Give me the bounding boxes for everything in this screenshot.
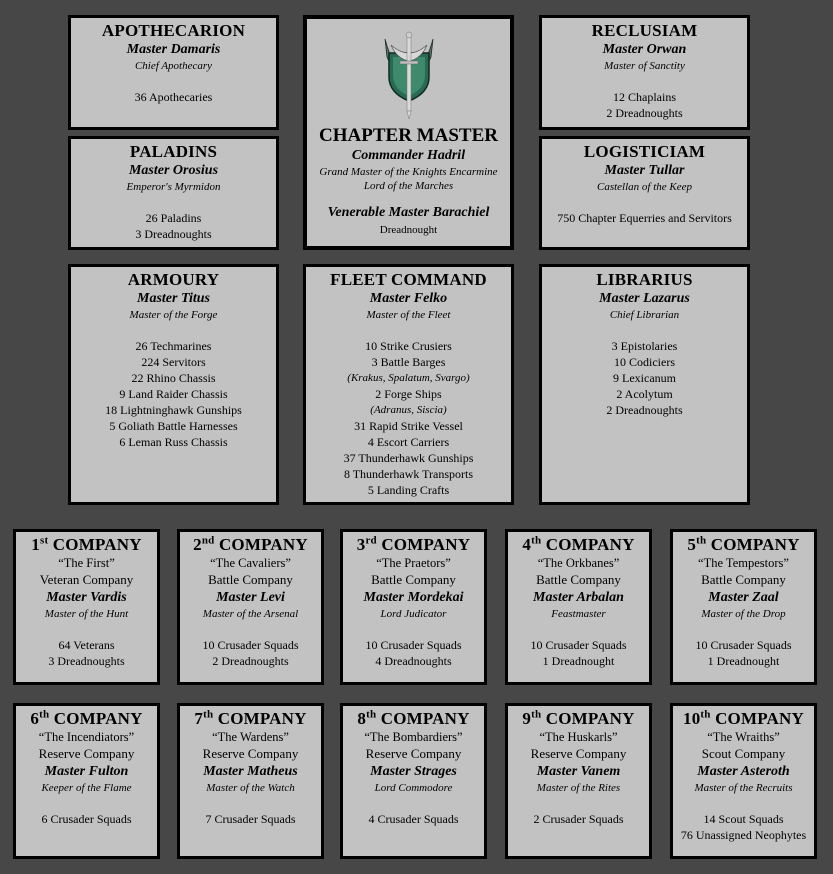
master-role: Master of the Fleet [366, 309, 451, 321]
company-title [16, 535, 157, 554]
unit-line: 4 Escort Carriers [367, 435, 450, 449]
company-title [180, 709, 321, 728]
master-name: Master Zaal [708, 590, 779, 605]
department-title: FLEET COMMAND [330, 270, 487, 289]
unit-line: 3 Dreadnoughts [48, 654, 125, 668]
unit-line: 64 Veterans [58, 638, 115, 652]
company-nickname: “The Orkbanes” [537, 556, 620, 570]
company-number: 9 [522, 709, 532, 728]
unit-line: 2 Dreadnoughts [606, 106, 683, 120]
company-word: COMPANY [218, 535, 308, 554]
department-title: LIBRARIUS [596, 270, 693, 289]
master-name: Commander Hadril [351, 148, 466, 163]
company-number: 5 [687, 535, 697, 554]
master-role: Castellan of the Keep [596, 181, 692, 193]
company-word: COMPANY [545, 535, 635, 554]
company-box-6 [13, 703, 160, 859]
company-type: Reserve Company [202, 746, 299, 761]
master-name: Master Levi [216, 590, 285, 605]
company-units [508, 811, 649, 827]
master-role: Lord Commodore [374, 782, 453, 794]
unit-line: (Krakus, Spalatum, Svargo) [347, 372, 470, 384]
company-ordinal-suffix: th [203, 708, 214, 721]
company-units [673, 811, 814, 843]
unit-line: 1 Dreadnought [707, 654, 780, 668]
second-master-role: Dreadnought [379, 224, 438, 236]
company-box-3 [340, 529, 487, 685]
company-type: Veteran Company [39, 572, 134, 587]
company-number: 7 [194, 709, 204, 728]
master-role: Grand Master of the Knights Encarmine [319, 166, 498, 178]
company-ordinal-suffix: th [531, 708, 542, 721]
company-units [508, 637, 649, 669]
company-nickname: “The Bombardiers” [364, 730, 463, 744]
company-type: Battle Company [701, 572, 786, 587]
master-name: Master Damaris [126, 42, 221, 57]
master-role: Master of the Arsenal [202, 608, 299, 620]
unit-line: 3 Epistolaries [611, 339, 678, 353]
unit-line: 7 Crusader Squads [205, 812, 296, 826]
master-name: Master Orwan [602, 42, 687, 57]
master-name: Master Orosius [128, 163, 219, 178]
unit-line: 224 Servitors [141, 355, 206, 369]
company-title [343, 709, 484, 728]
unit-line: 12 Chaplains [613, 90, 676, 104]
company-units [180, 811, 321, 827]
company-title [508, 709, 649, 728]
company-box-8 [340, 703, 487, 859]
master-role: Master of the Watch [206, 782, 295, 794]
company-number: 3 [356, 535, 366, 554]
company-units [343, 811, 484, 827]
company-number: 8 [357, 709, 367, 728]
unit-line: 4 Crusader Squads [368, 812, 459, 826]
librarius-box [539, 264, 750, 505]
unit-line: 31 Rapid Strike Vessel [354, 419, 463, 433]
company-title [508, 535, 649, 554]
company-word: COMPANY [217, 709, 307, 728]
department-title: LOGISTICIAM [583, 142, 706, 161]
company-nickname: “The Wraiths” [707, 730, 780, 744]
master-role: Master of the Hunt [44, 608, 129, 620]
master-role: Lord of the Marches [363, 180, 454, 192]
unit-line: 9 Land Raider Chassis [119, 387, 228, 401]
winged-sword-emblem-icon [381, 31, 437, 123]
company-box-2 [177, 529, 324, 685]
company-title [180, 535, 321, 554]
unit-line: 2 Crusader Squads [533, 812, 624, 826]
company-units [673, 637, 814, 669]
company-nickname: “The Cavaliers” [210, 556, 291, 570]
company-type: Reserve Company [365, 746, 462, 761]
company-word: COMPANY [381, 535, 471, 554]
company-type: Battle Company [208, 572, 293, 587]
unit-line: 14 Scout Squads [703, 812, 784, 826]
master-name: Master Vanem [536, 764, 621, 779]
company-number: 6 [30, 709, 40, 728]
master-role: Master of the Drop [701, 608, 786, 620]
department-title: RECLUSIAM [591, 21, 698, 40]
master-name: Master Strages [370, 764, 457, 779]
company-box-9 [505, 703, 652, 859]
unit-line: 8 Thunderhawk Transports [343, 467, 474, 481]
unit-line: 37 Thunderhawk Gunships [343, 451, 474, 465]
company-title [673, 535, 814, 554]
paladins-box [68, 136, 279, 250]
company-number: 4 [522, 535, 532, 554]
company-box-1 [13, 529, 160, 685]
chapter-master-title: CHAPTER MASTER [319, 125, 498, 146]
master-name: Master Matheus [203, 764, 298, 779]
unit-line: 2 Acolytum [616, 387, 673, 401]
company-box-10 [670, 703, 817, 859]
company-title [343, 535, 484, 554]
company-title [673, 709, 814, 728]
unit-line: 10 Crusader Squads [695, 638, 792, 652]
company-number: 2 [193, 535, 202, 554]
master-role: Master of Sanctity [604, 60, 685, 72]
company-type: Scout Company [701, 746, 786, 761]
unit-line: 9 Lexicanum [613, 371, 676, 385]
unit-line: 10 Crusader Squads [365, 638, 462, 652]
unit-line: 76 Unassigned Neophytes [680, 828, 807, 842]
unit-line: 22 Rhino Chassis [131, 371, 216, 385]
unit-line: 2 Dreadnoughts [212, 654, 289, 668]
company-nickname: “The Praetors” [376, 556, 451, 570]
company-word: COMPANY [53, 709, 143, 728]
company-ordinal-suffix: th [366, 708, 377, 721]
reclusiam-box [539, 15, 750, 130]
company-box-7 [177, 703, 324, 859]
master-role: Master of the Rites [536, 782, 621, 794]
master-name: Master Vardis [46, 590, 127, 605]
company-ordinal-suffix: nd [201, 534, 215, 547]
fleet-command-box [303, 264, 514, 505]
chapter-master-box [303, 15, 514, 250]
company-ordinal-suffix: rd [365, 534, 377, 547]
company-units [180, 637, 321, 669]
master-name: Master Asteroth [697, 764, 790, 779]
company-ordinal-suffix: th [531, 534, 542, 547]
unit-line: 26 Techmarines [135, 339, 212, 353]
armoury-box [68, 264, 279, 505]
master-name: Master Tullar [604, 163, 685, 178]
company-units [343, 637, 484, 669]
company-word: COMPANY [710, 535, 800, 554]
department-title: ARMOURY [127, 270, 220, 289]
master-name: Master Felko [369, 291, 448, 306]
department-title: PALADINS [129, 142, 218, 161]
company-word: COMPANY [380, 709, 470, 728]
master-role: Master of the Recruits [694, 782, 793, 794]
master-role: Feastmaster [551, 608, 606, 620]
unit-line: 26 Paladins [145, 211, 202, 225]
master-name: Master Titus [137, 291, 210, 306]
company-number: 10 [683, 709, 701, 728]
master-name: Master Fulton [44, 764, 129, 779]
master-name: Master Mordekai [363, 590, 464, 605]
unit-line: 10 Strike Crusiers [365, 339, 452, 353]
company-ordinal-suffix: th [700, 708, 711, 721]
unit-line: 6 Crusader Squads [41, 812, 132, 826]
apothecarion-box [68, 15, 279, 130]
unit-line: 4 Dreadnoughts [375, 654, 452, 668]
company-type: Reserve Company [530, 746, 627, 761]
master-role: Chief Librarian [609, 309, 680, 321]
unit-line: 5 Goliath Battle Harnesses [109, 419, 238, 433]
unit-line: 2 Dreadnoughts [606, 403, 683, 417]
company-type: Battle Company [536, 572, 621, 587]
company-ordinal-suffix: th [696, 534, 707, 547]
master-role: Lord Judicator [380, 608, 447, 620]
unit-line: 10 Crusader Squads [530, 638, 627, 652]
company-ordinal-suffix: st [39, 534, 49, 547]
unit-line: 1 Dreadnought [542, 654, 615, 668]
company-type: Battle Company [371, 572, 456, 587]
master-role: Keeper of the Flame [41, 782, 132, 794]
company-units [16, 811, 157, 827]
unit-line: 3 Dreadnoughts [135, 227, 212, 241]
company-title [16, 709, 157, 728]
company-word: COMPANY [52, 535, 142, 554]
company-nickname: “The Tempestors” [698, 556, 789, 570]
master-role: Emperor's Myrmidon [126, 181, 221, 193]
department-title: APOTHECARION [101, 21, 246, 40]
master-role: Master of the Forge [129, 309, 218, 321]
unit-line: 5 Landing Crafts [367, 483, 450, 497]
unit-line: 6 Leman Russ Chassis [119, 435, 228, 449]
unit-line: 36 Apothecaries [134, 90, 213, 104]
unit-line: 10 Codiciers [614, 355, 675, 369]
company-word: COMPANY [715, 709, 804, 728]
unit-line: 18 Lightninghawk Gunships [105, 403, 242, 417]
unit-line: 10 Crusader Squads [202, 638, 299, 652]
company-word: COMPANY [545, 709, 635, 728]
company-number: 1 [31, 535, 40, 554]
company-type: Reserve Company [38, 746, 135, 761]
company-box-5 [670, 529, 817, 685]
company-nickname: “The Incendiators” [38, 730, 135, 744]
unit-line: 2 Forge Ships [375, 387, 442, 401]
master-name: Master Arbalan [533, 590, 624, 605]
company-units [16, 637, 157, 669]
master-role: Chief Apothecary [134, 60, 213, 72]
second-master-name: Venerable Master Barachiel [327, 205, 490, 220]
unit-line: 750 Chapter Equerries and Servitors [557, 211, 732, 225]
unit-line: (Adranus, Siscia) [370, 404, 447, 416]
master-name: Master Lazarus [599, 291, 690, 306]
company-ordinal-suffix: th [39, 708, 50, 721]
company-box-4 [505, 529, 652, 685]
logisticiam-box [539, 136, 750, 250]
unit-line: 3 Battle Barges [371, 355, 446, 369]
company-nickname: “The First” [58, 556, 115, 570]
company-nickname: “The Wardens” [212, 730, 289, 744]
company-nickname: “The Huskarls” [539, 730, 618, 744]
